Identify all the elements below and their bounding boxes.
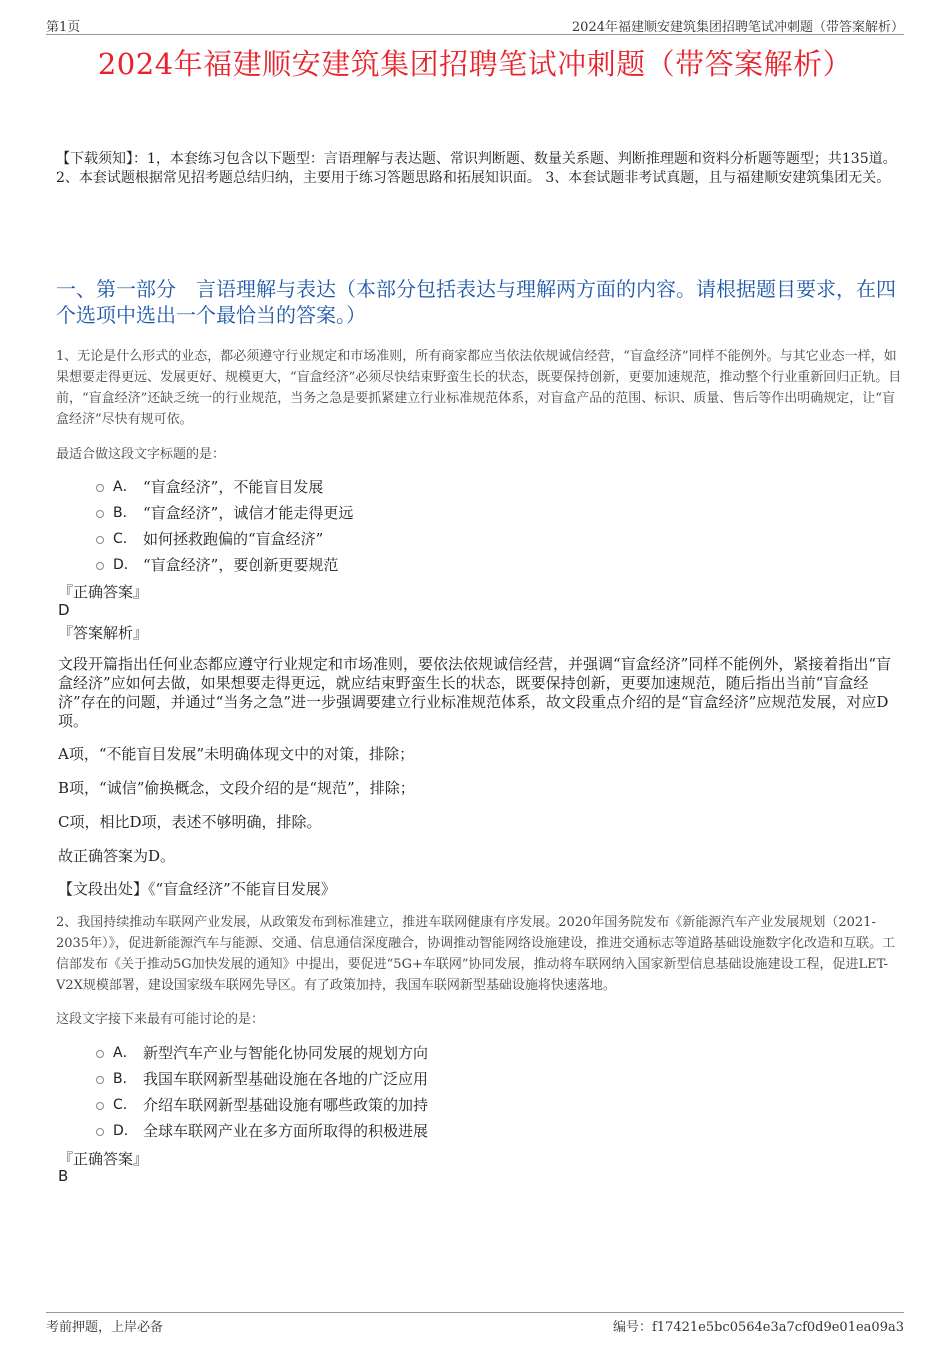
radio-icon[interactable] (96, 1128, 104, 1136)
question-2-options (96, 1039, 428, 1143)
document-title: 2024年福建顺安建筑集团招聘笔试冲刺题（带答案解析） (97, 47, 853, 81)
download-notice: 【下载须知】：1，本套练习包含以下题型：言语理解与表达题、常识判断题、数量关系题、判断推理题和资料分析题等题型；共135道。 2、本套试题根据常见招考题总结归纳，主要用于练习答题思路和拓展知识面。 3、本套试题非考试真题，且与福建顺安建筑集团无关。 (56, 151, 897, 186)
answer-label: 『正确答案』 (58, 583, 149, 601)
option-a[interactable]: A． “盲盒经济”，不能盲目发展 (96, 473, 353, 499)
page-number: 第1页 (46, 20, 81, 35)
footer-slogan: 考前押题，上岸必备 (46, 1320, 164, 1335)
passage-source: 【文段出处】《“盲盒经济”不能盲目发展》 (58, 880, 336, 898)
option-d[interactable]: D． 全球车联网产业在多方面所取得的积极进展 (96, 1117, 428, 1143)
answer-label: 『正确答案』 (58, 1150, 149, 1168)
analysis-label: 『答案解析』 (58, 624, 149, 642)
option-b[interactable]: B． 我国车联网新型基础设施在各地的广泛应用 (96, 1065, 428, 1091)
question-2-text: 2、我国持续推动车联网产业发展，从政策发布到标准建立，推进车联网健康有序发展。2020年国务院发布《新能源汽车产业发展规划（2021-2035年）》，促进新能源汽车与能源、交通、信息通信深度融合，协调推动智能网络设施建设，推进交通标志等道路基础设施数字化改造和互联。工信部发布《关于推动5G加快发展的通知》中提出，要促进“5G+车联网”协同发展，推动将车联网纳入国家新型信息基础设施建设工程，促进LET-V2X规模部署，建设国家级车联网先导区。有了政策加持，我国车联网新型基础设施将快速落地。 (56, 915, 896, 993)
radio-icon[interactable] (96, 1076, 104, 1084)
question-1-text: 1、无论是什么形式的业态，都必须遵守行业规定和市场准则，所有商家都应当依法依规诚信经营，“盲盒经济”同样不能例外。与其它业态一样，如果想要走得更远、发展更好、规模更大，“盲盒经济”必须尽快结束野蛮生长的状态，既要保持创新，更要加速规范，推动整个行业重新回归正轨。目前，“盲盒经济”还缺乏统一的行业规范，当务之急是要抓紧建立行业标准规范体系，对盲盒产品的范围、标识、质量、售后等作出明确规定，让“盲盒经济”尽快有规可依。 (56, 349, 902, 427)
header-doc-title: 2024年福建顺安建筑集团招聘笔试冲刺题（带答案解析） (571, 20, 904, 35)
option-c[interactable]: C． 如何拯救跑偏的“盲盒经济” (96, 525, 353, 551)
analysis-note-b: B项，“诚信”偷换概念，文段介绍的是“规范”，排除； (58, 779, 415, 797)
option-c[interactable]: C． 介绍车联网新型基础设施有哪些政策的加持 (96, 1091, 428, 1117)
radio-icon[interactable] (96, 484, 104, 492)
document-code: 编号：f17421e5bc0564e3a7cf0d9e01ea09a3 (612, 1320, 904, 1335)
analysis-note-a: A项，“不能盲目发展”未明确体现文中的对策，排除； (58, 745, 415, 763)
radio-icon[interactable] (96, 1050, 104, 1058)
analysis-text: 文段开篇指出任何业态都应遵守行业规定和市场准则，要依法依规诚信经营，并强调“盲盒经济”同样不能例外，紧接着指出“盲盒经济”应如何去做，如果想要走得更远，就应结束野蛮生长的状态，既要保持创新，更要加速规范，随后指出当前“盲盒经济”存在的问题，并通过“当务之急”进一步强调要建立行业标准规范体系，故文段重点介绍的是“盲盒经济”应规范发展，对应D项。 (58, 655, 892, 730)
answer-value: B (58, 1167, 69, 1185)
question-2-prompt: 这段文字接下来最有可能讨论的是： (56, 1012, 265, 1027)
radio-icon[interactable] (96, 562, 104, 570)
question-1-options (96, 473, 353, 577)
question-1-prompt: 最适合做这段文字标题的是： (56, 447, 226, 462)
analysis-conclusion: 故正确答案为D。 (58, 847, 176, 865)
radio-icon[interactable] (96, 1102, 104, 1110)
radio-icon[interactable] (96, 536, 104, 544)
page-header (46, 14, 904, 35)
section-heading: 一、第一部分 言语理解与表达（本部分包括表达与理解两方面的内容。请根据题目要求，在四个选项中选出一个最恰当的答案。） (56, 277, 896, 327)
option-b[interactable]: B． “盲盒经济”，诚信才能走得更远 (96, 499, 353, 525)
radio-icon[interactable] (96, 510, 104, 518)
answer-value: D (58, 601, 70, 619)
option-a[interactable]: A． 新型汽车产业与智能化协同发展的规划方向 (96, 1039, 428, 1065)
option-d[interactable]: D． “盲盒经济”，要创新更要规范 (96, 551, 353, 577)
page-footer (46, 1312, 904, 1335)
analysis-note-c: C项，相比D项，表述不够明确，排除。 (58, 813, 322, 831)
